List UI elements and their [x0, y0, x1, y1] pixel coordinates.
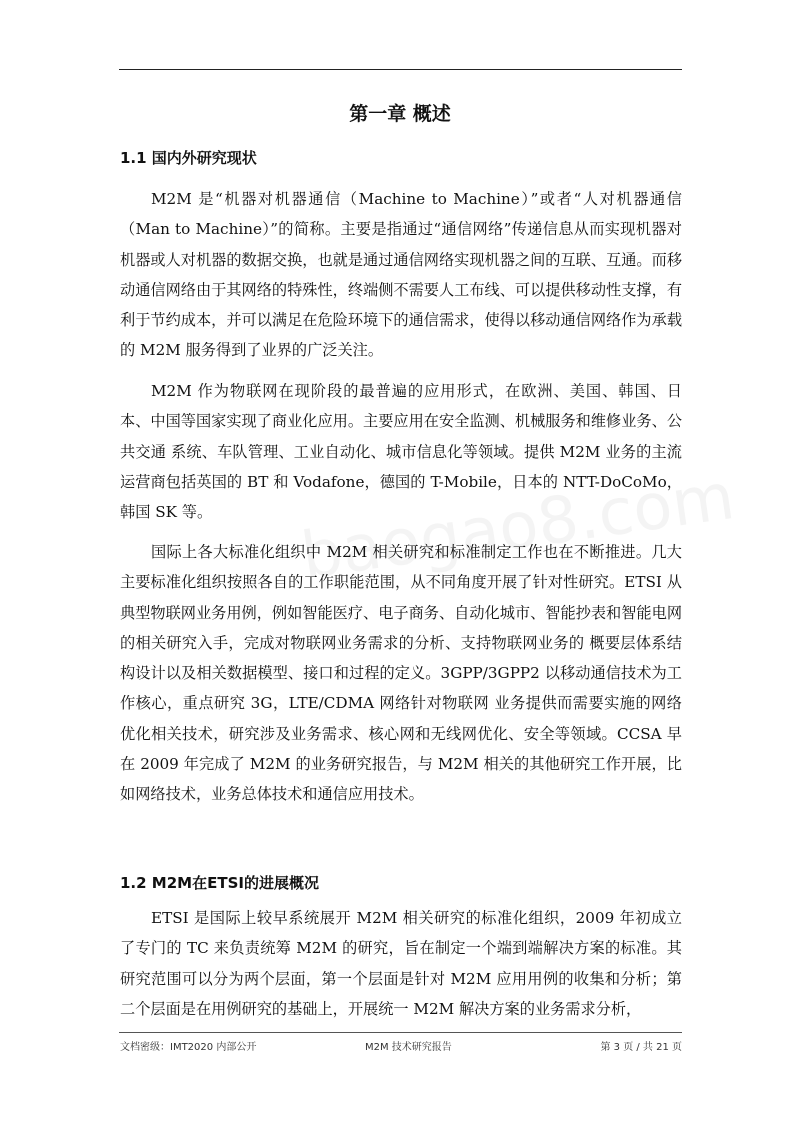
paragraph: M2M 作为物联网在现阶段的最普遍的应用形式，在欧洲、美国、韩国、日本、中国等国家实现了商业化应用。主要应用在安全监测、机械服务和维修业务、公共交通 系统、车队管理、工业自动化、城市信息化等领域。提供 M2M 业务的主流运营商包括英国的 BT 和 Vodafone，德国的 T-Mobile，日本的 NTT-DoCoMo，韩国 SK 等。: [120, 382, 682, 522]
paragraph: 国际上各大标准化组织中 M2M 相关研究和标准制定工作也在不断推进。几大主要标准化组织按照各自的工作职能范围，从不同角度开展了针对性研究。ETSI 从典型物联网业务用例，例如智能医疗、电子商务、自动化城市、智能抄表和智能电网的相关研究入手，完成对物联网业务需求的分析、支持物联网业务的 概要层体系结构设计以及相关数据模型、接口和过程的定义。3GPP/3GPP2 以移动通信技术为工作核心，重点研究 3G，LTE/CDMA 网络针对物联网 业务提供而需要实施的网络优化相关技术，研究涉及业务需求、核心网和无线网优化、安全等领域。CCSA 早在 2009 年完成了 M2M 的业务研究报告，与 M2M 相关的其他研究工作开展，比如网络技术，业务总体技术和通信应用技术。: [120, 543, 682, 804]
paragraph: M2M 是“机器对机器通信（Machine to Machine）”或者“人对机器通信（Man to Machine）”的简称。主要是指通过“通信网络”传递信息从而实现机器对机器或人对机器的数据交换，也就是通过通信网络实现机器之间的互联、互通。而移动通信网络由于其网络的特殊性，终端侧不需要人工布线、可以提供移动性支撑，有利于节约成本，并可以满足在危险环境下的通信需求，使得以移动通信网络作为承载的 M2M 服务得到了业界的广泛关注。: [120, 190, 682, 360]
section-heading-1-1: 1.1 国内外研究现状: [120, 149, 257, 167]
header-rule: [119, 69, 682, 70]
chapter-title: 第一章 概述: [349, 103, 451, 125]
footer-page-number: 第 3 页 / 共 21 页: [600, 1042, 682, 1053]
footer-document-title: M2M 技术研究报告: [365, 1042, 452, 1053]
footer-classification: 文档密级：IMT2020 内部公开: [120, 1042, 257, 1053]
paragraph: ETSI 是国际上较早系统展开 M2M 相关研究的标准化组织，2009 年初成立了专门的 TC 来负责统筹 M2M 的研究，旨在制定一个端到端解决方案的标准。其研究范围可以分为两个层面，第一个层面是针对 M2M 应用用例的收集和分析；第二个层面是在用例研究的基础上，开展统一 M2M 解决方案的业务需求分析，: [120, 909, 682, 1018]
section-heading-1-2: 1.2 M2M在ETSI的进展概况: [120, 874, 319, 892]
footer-rule: [119, 1032, 682, 1033]
